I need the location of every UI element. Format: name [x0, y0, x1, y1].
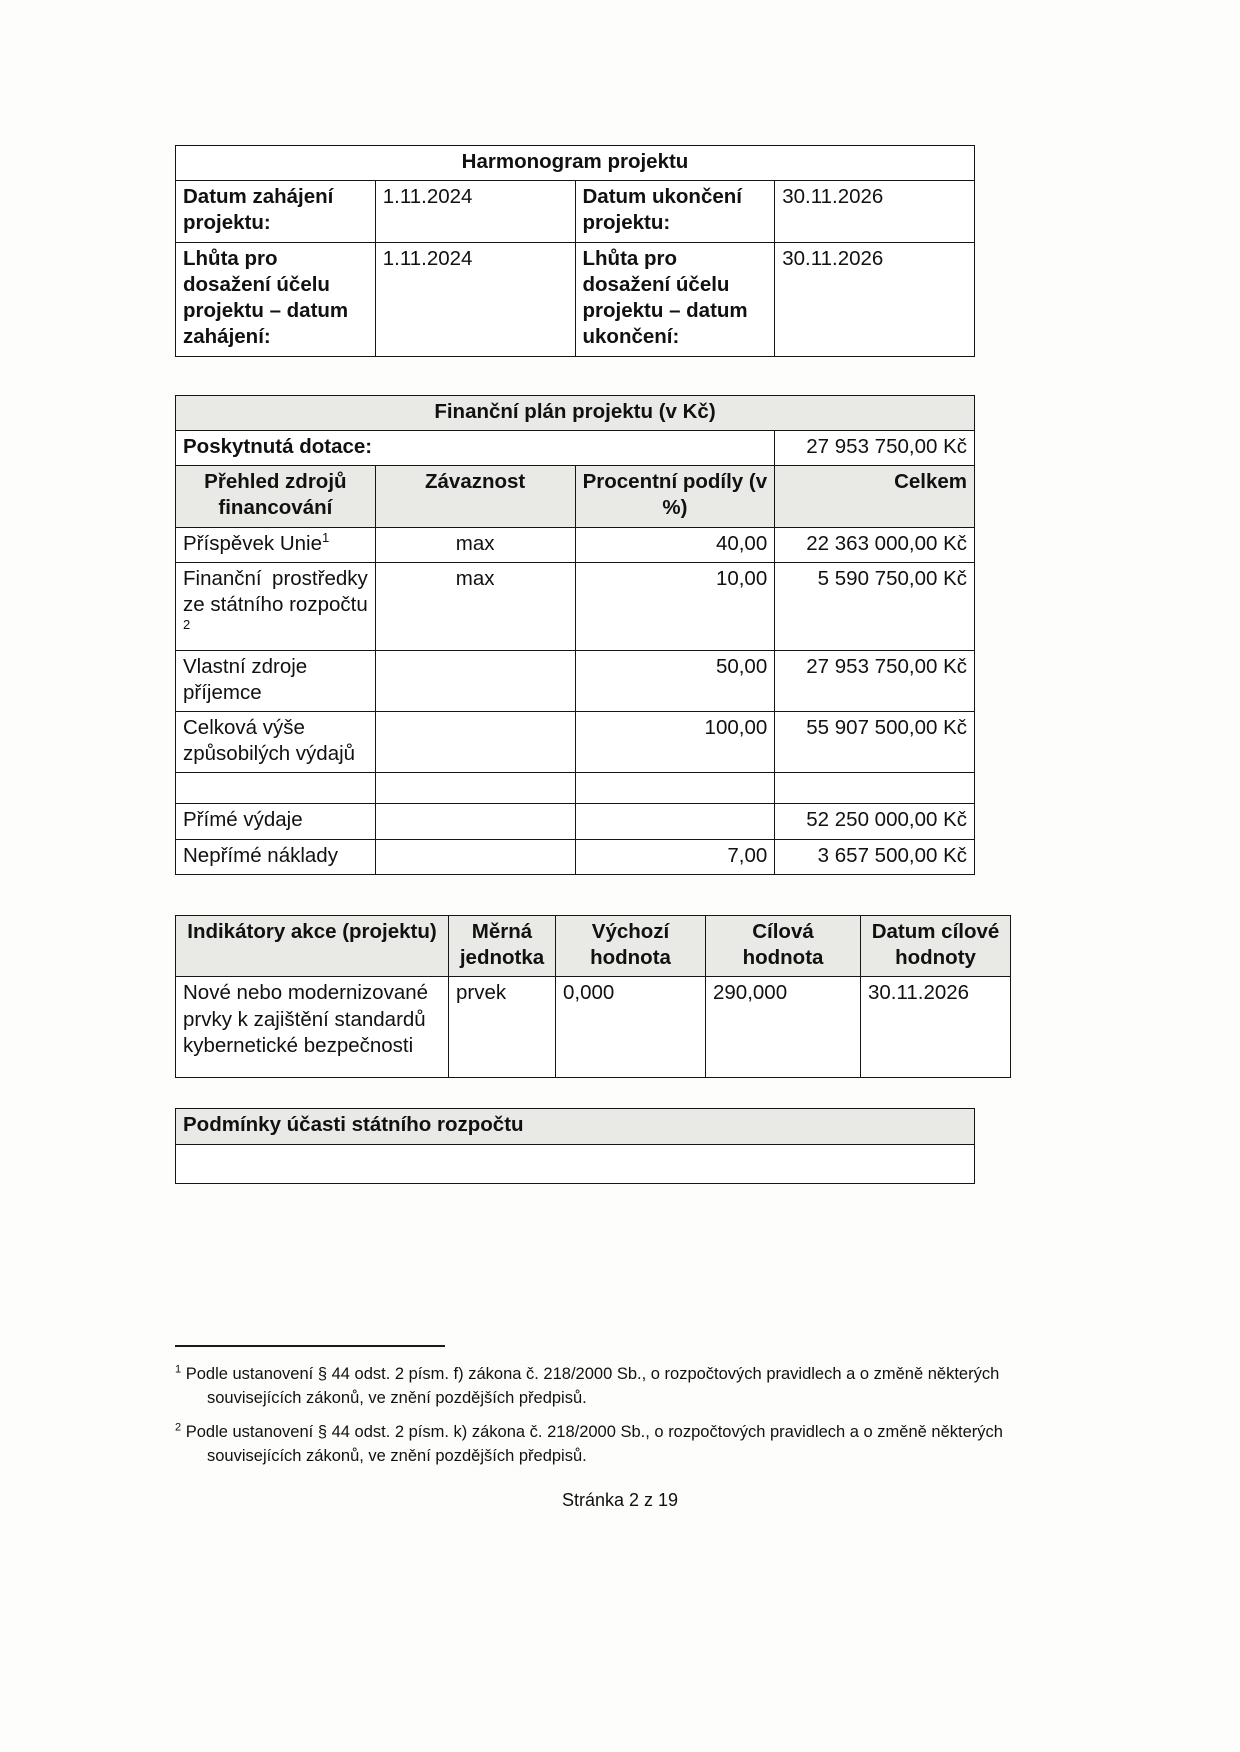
total-total-eligible: 55 907 500,00 Kč	[775, 711, 975, 772]
footnote-text-2-line2: souvisejících zákonů, ve znění pozdějších předpisů.	[207, 1446, 587, 1465]
table-row	[176, 527, 975, 562]
granted-subsidy-value: 27 953 750,00 Kč	[775, 430, 975, 465]
spacer	[175, 875, 1185, 915]
purpose-start-value: 1.11.2024	[375, 242, 575, 356]
footnote-text-1-line2: souvisejících zákonů, ve znění pozdějších předpisů.	[207, 1388, 587, 1407]
row-label-text: Příspěvek Unie	[183, 531, 323, 555]
page-content	[175, 145, 1185, 1184]
percent-own-resources: 50,00	[575, 650, 775, 711]
conditions-title-row	[176, 1109, 975, 1144]
footnote-ref-1: 1	[322, 529, 330, 545]
table-row	[176, 181, 975, 242]
purpose-start-label: Lhůta pro dosažení účelu projektu – datum zahájení:	[176, 242, 376, 356]
indicator-target-date: 30.11.2026	[861, 977, 1011, 1078]
footnote-1	[175, 1363, 1075, 1411]
project-start-value: 1.11.2024	[375, 181, 575, 242]
page-number-footer: Stránka 2 z 19	[561, 1490, 679, 1510]
footnote-separator	[175, 1345, 445, 1347]
column-header-unit: Měrná jednotka	[449, 915, 556, 976]
commitment-direct-costs	[375, 804, 575, 839]
percent-indirect-costs: 7,00	[575, 839, 775, 874]
purpose-end-label: Lhůta pro dosažení účelu projektu – datum ukončení:	[575, 242, 775, 356]
total-indirect-costs: 3 657 500,00 Kč	[775, 839, 975, 874]
empty-cell	[176, 773, 376, 804]
table-row	[176, 977, 1011, 1078]
table-row	[176, 242, 975, 356]
column-header-baseline: Výchozí hodnota	[556, 915, 706, 976]
row-label-text: Finanční prostředky ze státního rozpočtu	[183, 566, 368, 617]
footnote-marker-1: 1	[175, 1363, 182, 1376]
footnote-2	[175, 1421, 1075, 1469]
conditions-body	[176, 1144, 975, 1183]
column-header-indicator: Indikátory akce (projektu)	[176, 915, 449, 976]
footnote-text-2-line1: Podle ustanovení § 44 odst. 2 písm. k) zákona č. 218/2000 Sb., o rozpočtových pravidlech a o změně některých	[185, 1422, 1003, 1441]
empty-cell	[575, 773, 775, 804]
indicator-unit: prvek	[449, 977, 556, 1078]
total-union: 22 363 000,00 Kč	[775, 527, 975, 562]
row-label-union-contribution	[176, 527, 376, 562]
percent-total-eligible: 100,00	[575, 711, 775, 772]
percent-direct-costs	[575, 804, 775, 839]
financial-plan-title: Finanční plán projektu (v Kč)	[176, 395, 975, 430]
indicator-target: 290,000	[706, 977, 861, 1078]
footnote-text-1-line1: Podle ustanovení § 44 odst. 2 písm. f) zákona č. 218/2000 Sb., o rozpočtových pravidlech a o změně některých	[185, 1365, 1000, 1383]
project-start-label: Datum zahájení projektu:	[176, 181, 376, 242]
table-row	[176, 711, 975, 772]
row-label-total-eligible: Celková výše způsobilých výdajů	[176, 711, 376, 772]
project-end-label: Datum ukončení projektu:	[575, 181, 775, 242]
empty-cell	[375, 773, 575, 804]
conditions-table	[175, 1108, 975, 1183]
percent-union: 40,00	[575, 527, 775, 562]
row-label-state-budget	[176, 562, 376, 650]
project-end-value: 30.11.2026	[775, 181, 975, 242]
percent-state-budget: 10,00	[575, 562, 775, 650]
schedule-table	[175, 145, 975, 357]
table-row	[176, 650, 975, 711]
conditions-title: Podmínky účasti státního rozpočtu	[176, 1109, 975, 1144]
commitment-indirect-costs	[375, 839, 575, 874]
spacer	[175, 357, 1185, 395]
schedule-title: Harmonogram projektu	[176, 146, 975, 181]
footnote-marker-2: 2	[175, 1421, 182, 1434]
table-row	[176, 562, 975, 650]
indicators-table	[175, 915, 1011, 1078]
footnote-ref-2: 2	[183, 617, 191, 633]
indicator-baseline: 0,000	[556, 977, 706, 1078]
schedule-title-row	[176, 146, 975, 181]
row-label-indirect-costs: Nepřímé náklady	[176, 839, 376, 874]
commitment-union: max	[375, 527, 575, 562]
financial-title-row	[176, 395, 975, 430]
row-label-own-resources: Vlastní zdroje příjemce	[176, 650, 376, 711]
table-row-spacer	[176, 773, 975, 804]
table-row	[176, 1144, 975, 1183]
table-row	[176, 804, 975, 839]
spacer	[175, 1078, 1185, 1108]
column-header-target: Cílová hodnota	[706, 915, 861, 976]
column-header-target-date: Datum cílové hodnoty	[861, 915, 1011, 976]
commitment-own-resources	[375, 650, 575, 711]
purpose-end-value: 30.11.2026	[775, 242, 975, 356]
total-state-budget: 5 590 750,00 Kč	[775, 562, 975, 650]
financial-plan-table	[175, 395, 975, 875]
total-own-resources: 27 953 750,00 Kč	[775, 650, 975, 711]
footnotes-section	[175, 1345, 1075, 1479]
financial-header-row	[176, 466, 975, 527]
empty-cell	[775, 773, 975, 804]
column-header-commitment: Závaznost	[375, 466, 575, 527]
granted-subsidy-label: Poskytnutá dotace:	[176, 430, 775, 465]
table-row	[176, 839, 975, 874]
indicators-header-row	[176, 915, 1011, 976]
column-header-total: Celkem	[775, 466, 975, 527]
commitment-total-eligible	[375, 711, 575, 772]
commitment-state-budget: max	[375, 562, 575, 650]
indicator-name: Nové nebo modernizované prvky k zajištění standardů kybernetické bezpečnosti	[176, 977, 449, 1078]
column-header-percent: Procentní podíly (v %)	[575, 466, 775, 527]
row-label-direct-costs: Přímé výdaje	[176, 804, 376, 839]
total-direct-costs: 52 250 000,00 Kč	[775, 804, 975, 839]
column-header-sources: Přehled zdrojů financování	[176, 466, 376, 527]
table-row	[176, 430, 975, 465]
